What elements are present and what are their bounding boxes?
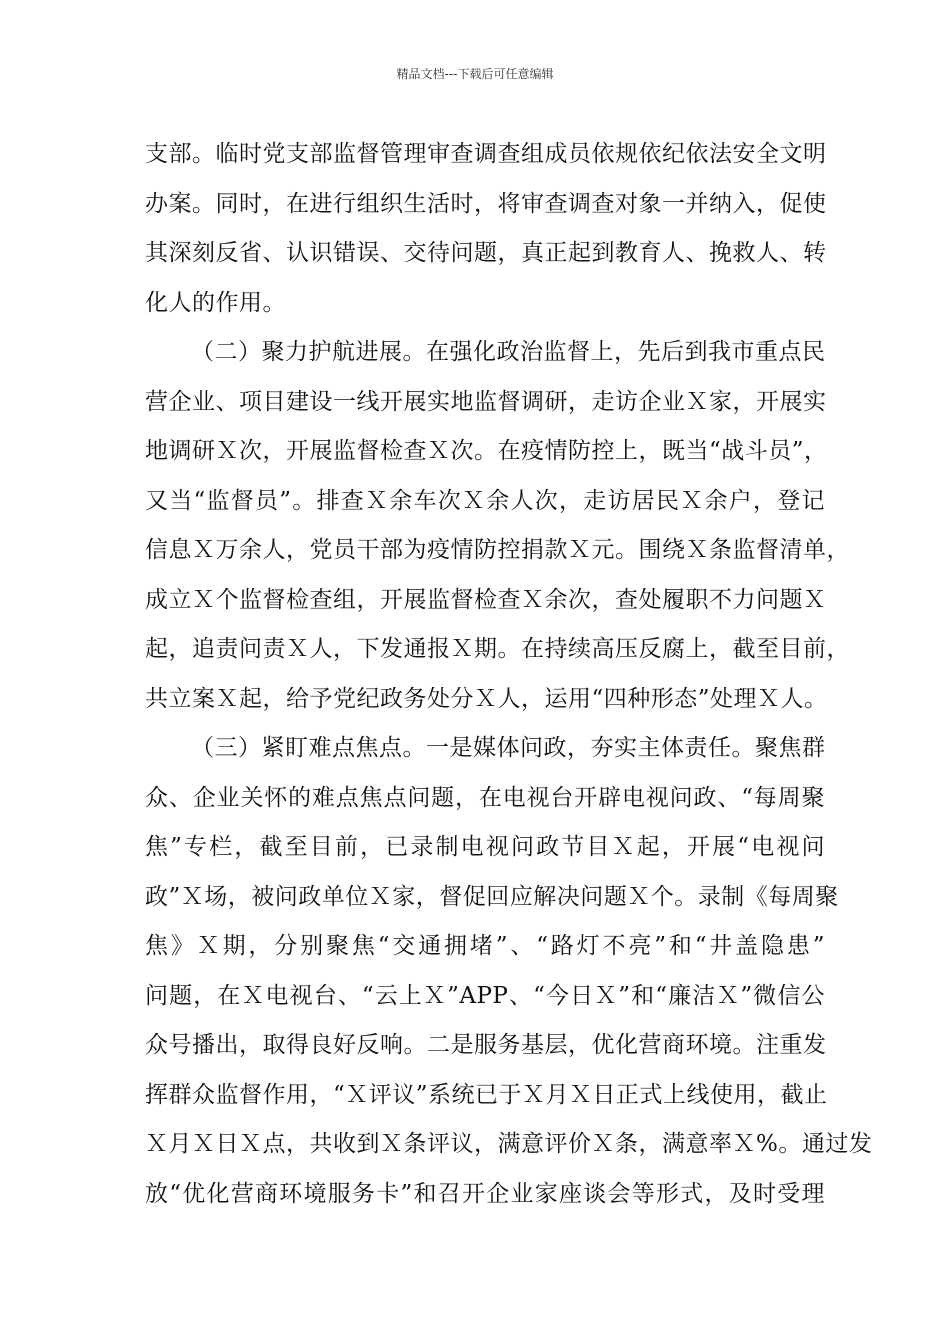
text-line: 众、企业关怀的难点焦点问题，在电视台开辟电视问政、“每周聚	[145, 784, 825, 811]
text-line: 问题，在Ｘ电视台、“云上Ｘ”APP、“今日Ｘ”和“廉洁Ｘ”微信公	[145, 982, 825, 1009]
text-line: 众号播出，取得良好反响。二是服务基层，优化营商环境。注重发	[145, 1032, 827, 1058]
text-line: 办案。同时，在进行组织生活时，将审查调查对象一并纳入，促使	[145, 190, 827, 217]
text-line: 支部。临时党支部监督管理审查调查组成员依规依纪依法安全文明	[145, 141, 827, 167]
text-line: 成立Ｘ个监督检查组，开展监督检查Ｘ余次，查处履职不力问题Ｘ	[145, 586, 827, 613]
document-body	[145, 130, 873, 1219]
page-header: 精品文档---下载后可任意编辑	[396, 67, 554, 81]
text-line: 地调研Ｘ次，开展监督检查Ｘ次。在疫情防控上，既当“战斗员”，	[145, 438, 828, 464]
text-line: 政”Ｘ场，被问政单位Ｘ家，督促回应解决问题Ｘ个。录制《每周聚	[145, 883, 839, 910]
paragraph-1	[145, 130, 825, 328]
text-line: 化人的作用。	[145, 289, 286, 316]
text-line: 其深刻反省、认识错误、交待问题，真正起到教育人、挽救人、转	[145, 240, 827, 266]
text-line: 挥群众监督作用，“Ｘ评议”系统已于Ｘ月Ｘ日正式上线使用，截止	[145, 1081, 828, 1108]
text-line: （二）聚力护航进展。在强化政治监督上，先后到我市重点民	[191, 339, 826, 365]
text-line: 营企业、项目建设一线开展实地监督调研，走访企业Ｘ家，开展实	[145, 388, 827, 415]
text-line: （三）紧盯难点焦点。一是媒体问政，夯实主体责任。聚焦群	[191, 735, 826, 761]
text-line: 起，追责问责Ｘ人，下发通报Ｘ期。在持续高压反腐上，截至目前，	[145, 636, 850, 662]
text-line: Ｘ月Ｘ日Ｘ点，共收到Ｘ条评议，满意评价Ｘ条，满意率Ｘ%。通过发	[145, 1131, 873, 1157]
text-line: 焦”专栏，截至目前，已录制电视问政节目Ｘ起，开展“电视问	[145, 834, 825, 860]
text-line: 焦》Ｘ期，分别聚焦“交通拥堵”、“路灯不亮”和“井盖隐患”	[145, 933, 825, 959]
text-line: 又当“监督员”。排查Ｘ余车次Ｘ余人次，走访居民Ｘ余户，登记	[145, 487, 825, 514]
text-line: 共立案Ｘ起，给予党纪政务处分Ｘ人，运用“四种形态”处理Ｘ人。	[145, 685, 828, 712]
paragraph-3	[145, 724, 873, 1219]
text-line: 信息Ｘ万余人，党员干部为疫情防控捐款Ｘ元。围绕Ｘ条监督清单，	[145, 537, 850, 563]
text-line: 放“优化营商环境服务卡”和召开企业家座谈会等形式，及时受理	[145, 1180, 825, 1207]
paragraph-2	[145, 328, 850, 724]
